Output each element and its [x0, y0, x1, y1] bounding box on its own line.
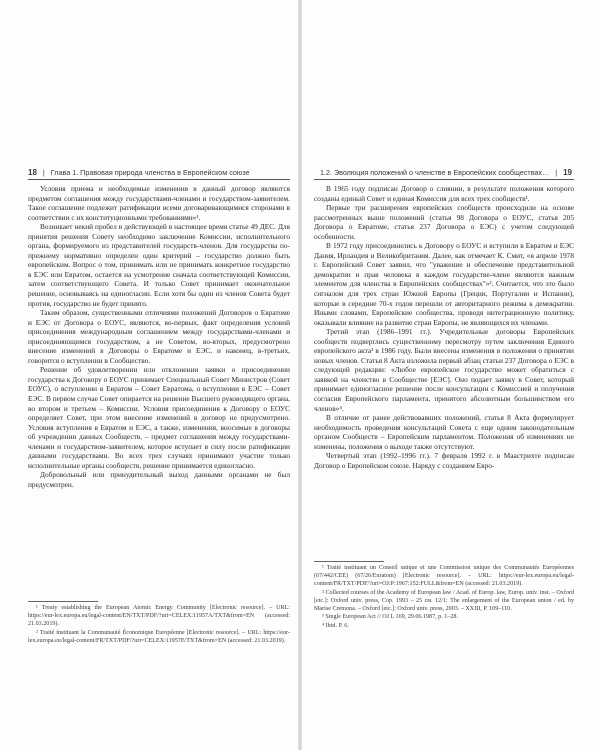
paragraph: Таким образом, существенными отличиями положений Договоров о Евратоме и ЕЭС от Договора о ЕОУС, являются, во-первых, факт определения условий присоединения международным соглашением между государствами-членами и присоединяющимся государством, а не Советом, во-вторых, предусмотрено внесение изменений в Договоры о Евратоме и ЕЭС, и наконец, в-третьих, говорится о вступлении в Сообщество. — [28, 308, 290, 365]
footnote: ³ Single European Act // OJ L 169, 29.06.1987, p. 1–28. — [322, 614, 458, 621]
paragraph: Возникает некий пробел в действующей в настоящее время статье 49 ДЕС. Для принятия решения Совету необходимо заключение Комиссии, исполнительного органа, формируемого из представителей государств-членов. Для государства по-прежнему нормативно определен один критерий – государство должно быть европейским. Вопрос о том, принимать или не принимать конкретное государство в ЕЭС или Евратом, остается на усмотрение сначала соответствующей Комиссии, затем соответствующего Совета. И только Совет принимает окончательное решение, основываясь на единогласии. Если хотя бы один из членов Совета будет против, государство не будет принято. — [28, 222, 290, 308]
paragraph: В 1972 году присоединились к Договору о ЕОУС и вступили в Евратом и ЕЭС Дания, Ирландия и Великобритания. Далее, как отмечает К. Смит, «в апреле 1978 г. Европейский Совет заявил, что "уважение и обеспечение представительной демократии и прав человека в каждом государстве-члене являются важным элементом для членства в Европейских сообществах"»². Считается, что это было сигналом для трех стран Южной Европы (Греции, Португалии и Испании), которые в середине 70-х годов перешли от авторитарного режима к демократии. Иными словами, Европейские сообщества, проводя интеграционную политику, оказывали влияние на развитие стран Европы, не являющихся их членами. — [314, 241, 574, 327]
page-number: 19 — [563, 167, 572, 177]
left-page — [0, 0, 298, 750]
paragraph: В 1965 году подписан Договор о слиянии, в результате положения которого созданы единый Совет и единая Комиссия для всех трех сообществ¹. — [314, 184, 574, 203]
paragraph: В отличие от ранее действовавших положений, статья 8 Акта формулирует необходимость проведения консультаций Совета с еще одним законодательным органом Сообществ – Европейским парламентом. Положения об изменениях не изменены, положения о выходе также отсутствуют. — [314, 413, 574, 451]
footnote: ⁴ Ibid. P. 6. — [322, 623, 349, 630]
header-rule — [28, 179, 290, 180]
left-footnotes — [28, 605, 290, 647]
paragraph: Третий этап (1986–1991 гг.). Учредительные договоры Европейских сообществ подверглись существенному пересмотру путем заключения Единого европейского акта³ в 1986 году. Были внесены изменения в положения о принятии новых членов. Статья 8 Акта изложила первый абзац статьи 237 Договора о ЕЭС в следующей редакции: «Любое европейское государство может обратиться с заявкой на членство в Сообществе [ЕЭС]. Оно подает заявку в Совет, который принимает единогласное решение после консультации с Комиссией и получения согласия Европейского парламента, принятого абсолютным большинством его членов»⁴. — [314, 327, 574, 413]
footnote: ² Traité instituant la Communauté Économique Européenne [Electronic resource]. – URL: https://eur-lex.europa.eu/legal-content/FR/TXT/PDF/?uri=CELEX:11957E/TXT&from=EN (accessed: 21.03.2019). — [28, 629, 290, 644]
footnote: ¹ Treaty establishing the European Atomic Energy Community [Electronic resource]. – URL: https://eur-lex.europa.eu/legal-content/EN/TXT/PDF/?uri=CELEX:11957A/TXT&from=EN (accessed: 21.03.2019). — [28, 605, 290, 627]
paragraph: Решение об удовлетворении или отклонении заявки о присоединении государства к Договору о ЕОУС принимает Специальный Совет Министров (Совет ЕОУС), о вступлении в Евратом – Совет Евратома, о вступлении в ЕЭС – Совет ЕЭС. В первом случае Совет опирается на решение Высшего руководящего органа, во втором и третьем – Комиссии. Условия присоединения к Договору о ЕОУС определяет Совет, при этом внесение изменений в договор не предусмотрено. Условия вступления в Евратом и ЕЭС, а также, изменения, вносимые в договоры об учреждении данных Сообществ, – предмет соглашения между государствами-членами и государством-заявителем, которое вступает в силу после ратификации данными государствами. Во всех трех случаях принимают участие только исполнительные органы сообществ, решение принимается единогласно. — [28, 365, 290, 470]
paragraph: Добровольный или принудительный выход данными органами не был предусмотрен. — [28, 470, 290, 489]
paragraph: Четвертый этап (1992–1996 гг.). 7 февраля 1992 г. в Маастрихте подписан Договор о Европейском союзе. Наряду с созданием Евро- — [314, 451, 574, 470]
right-page — [302, 0, 600, 750]
left-body-text — [28, 184, 290, 490]
section-title: 1.2. Эволюция положений о членстве в Европейских сообществах… — [319, 167, 550, 177]
right-running-head — [314, 166, 572, 178]
footnote: ¹ Traité instituant un Conseil unique et une Commission unique des Communautés Européennes (67/442/CEE) (67/26/Euratom) [Electronic resource]. – URL: https://eur-lex.europa.eu/legal-content/FR/TXT/PDF/?uri=OJ:P:1967:152:FULL&from=EN (accessed: 21.03.2019). — [314, 565, 574, 587]
right-body-text — [314, 184, 574, 470]
running-head-separator: | — [555, 167, 558, 177]
footnote-rule — [314, 561, 384, 562]
footnote: ² Collected courses of the Academy of European law / Acad. of Europ. law, Europ. univ. inst. – Oxford [etc.]: Oxford univ. press, Cop. 1993 – 25 см. 12/1: The enlargement of the European union / ed. by Marise Cremona. – Oxford [etc.]: Oxford univ. press, 2003. – XXIII, P. 109–110. — [314, 589, 574, 612]
chapter-title: Глава 1. Правовая природа членства в Европейском союзе — [50, 167, 250, 177]
running-head-separator: | — [42, 167, 45, 177]
page-number: 18 — [28, 167, 37, 177]
right-footnotes — [314, 565, 574, 632]
left-running-head — [28, 166, 290, 178]
paragraph: Условия приема и необходимые изменения в данный договор являются предметом соглашения между государствами-членами и государством-заявителем. Такое соглашение подлежит ратификации всеми договаривающимися сторонами в соответствии с их конституционными требованиями«¹. — [28, 184, 290, 222]
footnote-rule — [28, 601, 98, 602]
header-rule — [314, 179, 574, 180]
paragraph: Первые три расширения европейских сообществ происходили на основе рассмотренных выше положений (статья 98 Договора о ЕОУС, статья 205 Договора о Евратоме, статья 237 Договора о ЕЭС) с учетом следующей особенности. — [314, 203, 574, 241]
